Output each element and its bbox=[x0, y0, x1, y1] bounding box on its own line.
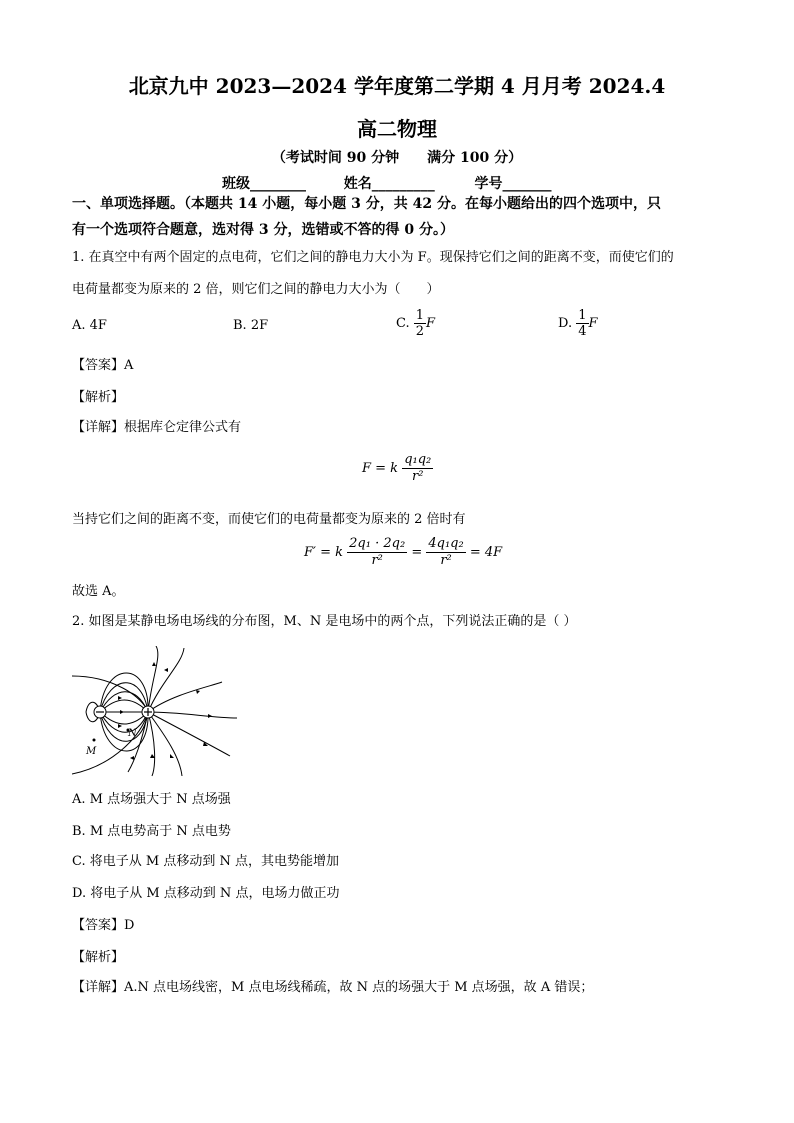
q2-option-b: B. M 点电势高于 N 点电势 bbox=[72, 824, 231, 839]
q1-option-d-den: 4 bbox=[578, 324, 587, 339]
formula2-den1: r² bbox=[371, 553, 383, 568]
q1-option-d-num: 1 bbox=[578, 308, 587, 323]
q1-option-d-f: F bbox=[588, 316, 598, 331]
q1-answer: 【答案】A bbox=[72, 358, 134, 373]
section1-line2: 有一个选项符合题意，选对得 3 分，选错或不答的得 0 分。） bbox=[72, 222, 454, 238]
q1-option-a: A. 4F bbox=[72, 318, 107, 333]
q1-option-c-f: F bbox=[426, 316, 436, 331]
electric-field-diagram bbox=[72, 646, 240, 778]
point-n-label: N bbox=[128, 728, 137, 739]
point-m-label: M bbox=[86, 746, 97, 757]
q1-text2: 当持它们之间的距离不变，而使它们的电荷量都变为原来的 2 倍时有 bbox=[72, 512, 466, 527]
formula1-den: r² bbox=[412, 469, 424, 484]
q2-answer: 【答案】D bbox=[72, 918, 135, 933]
exam-info: （考试时间 90 分钟 满分 100 分） bbox=[271, 150, 523, 166]
q2-option-c: C. 将电子从 M 点移动到 N 点，其电势能增加 bbox=[72, 854, 339, 869]
q2-detail: 【详解】A.N 点电场线密，M 点电场线稀疏，故 N 点的场强大于 M 点场强，故 A 错误； bbox=[72, 980, 594, 995]
q1-analysis-label: 【解析】 bbox=[72, 390, 125, 405]
student-id-field: 学号_______ bbox=[474, 176, 552, 192]
q2-stem: 2. 如图是某静电场电场线的分布图，M、N 是电场中的两个点，下列说法正确的是（ ） bbox=[72, 614, 577, 629]
class-field: 班级________ bbox=[222, 176, 306, 192]
formula2-left: F′ = k bbox=[304, 545, 344, 560]
formula2-fraction1 bbox=[347, 536, 407, 569]
formula1-num: q₁q₂ bbox=[404, 452, 432, 467]
q1-option-b: B. 2F bbox=[233, 318, 269, 333]
q1-formula-coulomb bbox=[362, 452, 433, 485]
q1-option-c-fraction bbox=[414, 308, 426, 339]
formula2-right: = 4F bbox=[469, 545, 503, 560]
q1-option-d-label: D. bbox=[558, 316, 573, 331]
formula2-den2: r² bbox=[440, 553, 452, 568]
q1-option-c-num: 1 bbox=[415, 308, 425, 323]
q2-option-a: A. M 点场强大于 N 点场强 bbox=[72, 792, 231, 807]
q1-detail: 【详解】根据库仑定律公式有 bbox=[72, 420, 242, 435]
formula1-fraction bbox=[402, 452, 433, 485]
formula1-left: F = k bbox=[362, 461, 399, 476]
q1-option-d bbox=[558, 308, 598, 339]
q1-formula-new bbox=[304, 536, 502, 569]
q2-option-d: D. 将电子从 M 点移动到 N 点，电场力做正功 bbox=[72, 886, 340, 901]
q1-option-c bbox=[396, 308, 435, 339]
q1-option-d-fraction bbox=[576, 308, 588, 339]
q1-conclusion: 故选 A。 bbox=[72, 584, 125, 599]
section1-line1: 一、单项选择题。（本题共 14 小题，每小题 3 分，共 42 分。在每小题给出的四个选项中，只 bbox=[72, 196, 661, 212]
q1-option-c-label: C. bbox=[396, 316, 410, 331]
formula2-num2: 4q₁q₂ bbox=[428, 536, 464, 551]
subject-title: 高二物理 bbox=[357, 117, 437, 141]
q1-stem-line1: 1. 在真空中有两个固定的点电荷，它们之间的静电力大小为 F。现保持它们之间的距离不变，而使它们的 bbox=[72, 250, 674, 265]
formula2-eq: = bbox=[411, 545, 423, 560]
q1-stem-line2: 电荷量都变为原来的 2 倍，则它们之间的静电力大小为（ ） bbox=[72, 282, 440, 297]
name-field: 姓名_________ bbox=[343, 176, 435, 192]
student-info-row bbox=[222, 173, 552, 193]
exam-title: 北京九中 2023—2024 学年度第二学期 4 月月考 2024.4 bbox=[128, 74, 666, 98]
formula2-num1: 2q₁ · 2q₂ bbox=[349, 536, 406, 551]
q1-option-c-den: 2 bbox=[415, 324, 425, 339]
formula2-fraction2 bbox=[426, 536, 465, 569]
q2-analysis-label: 【解析】 bbox=[72, 950, 125, 965]
